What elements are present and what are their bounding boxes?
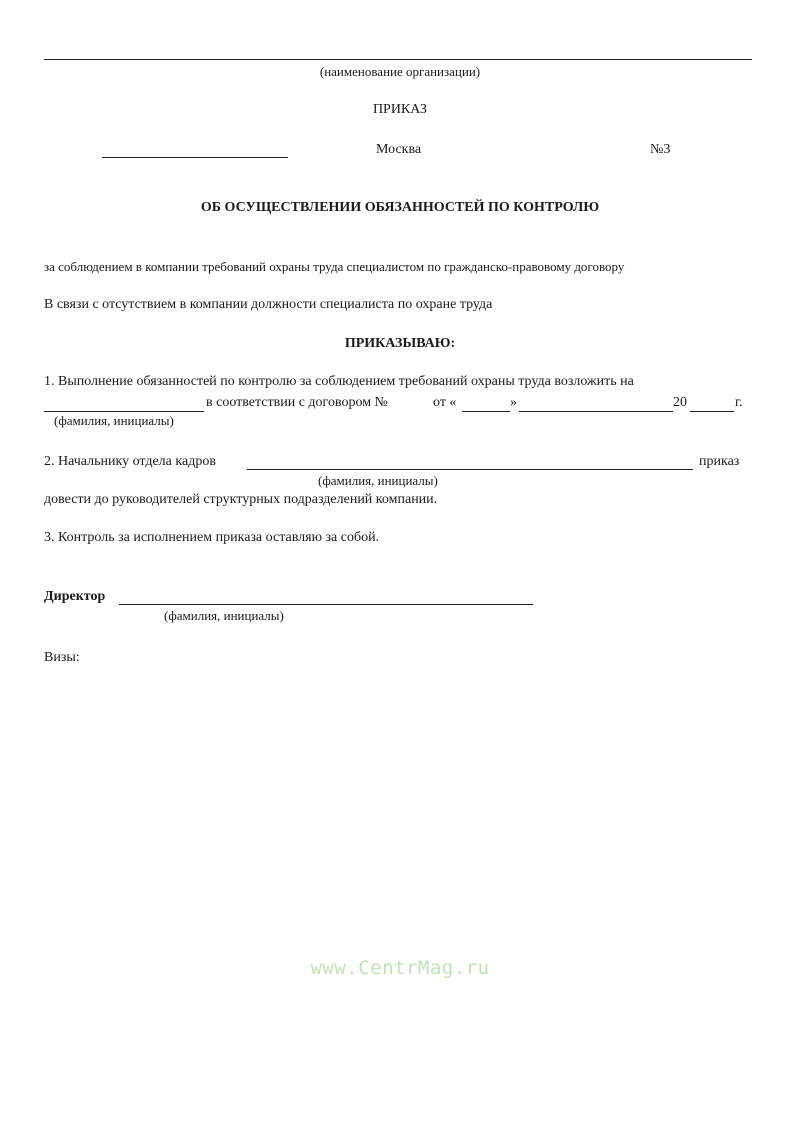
item-1-month-blank [519,411,673,412]
item-1-name-caption: (фамилия, инициалы) [54,413,174,428]
item-2-text: 2. Начальнику отдела кадров [44,454,216,469]
item-1-year-suffix: г. [735,395,743,410]
director-name-caption: (фамилия, инициалы) [164,608,284,623]
order-number: №3 [650,142,671,157]
item-1-text: 1. Выполнение обязанностей по контролю за соблюдением требований охраны труда возложить на [44,374,634,389]
item-1-year-prefix: 20 [673,395,687,410]
order-subtitle: за соблюдением в компании требований охраны труда специалистом по гражданско-правовому договору [44,259,625,274]
order-title: ОБ ОСУЩЕСТВЛЕНИИ ОБЯЗАННОСТЕЙ ПО КОНТРОЛЮ [200,200,600,215]
item-1-day-blank [462,411,510,412]
item-2-name-blank [247,469,693,470]
item-1-from-text: от « [433,395,457,410]
item-3-text: 3. Контроль за исполнением приказа оставляю за собой. [44,530,380,545]
item-1-quote-close: » [510,395,517,410]
director-signature-blank [119,604,533,605]
item-2-name-caption: (фамилия, инициалы) [318,473,438,488]
watermark: www.CentrMag.ru [310,957,490,979]
director-label: Директор [44,589,106,604]
document-type: ПРИКАЗ [372,102,428,117]
visas-label: Визы: [44,650,80,665]
item-1-contract-text: в соответствии с договором № [206,395,388,410]
intro-text: В связи с отсутствием в компании должности специалиста по охране труда [44,297,493,312]
date-blank-line [102,157,288,158]
item-1-name-blank [44,411,204,412]
item-1-year-blank [690,411,734,412]
organization-name-caption: (наименование организации) [319,64,481,79]
order-word: ПРИКАЗЫВАЮ: [344,336,456,351]
item-2-continuation: довести до руководителей структурных подразделений компании. [44,492,438,507]
city: Москва [376,142,422,157]
item-2-order-word: приказ [699,454,740,469]
organization-name-line [44,59,752,60]
